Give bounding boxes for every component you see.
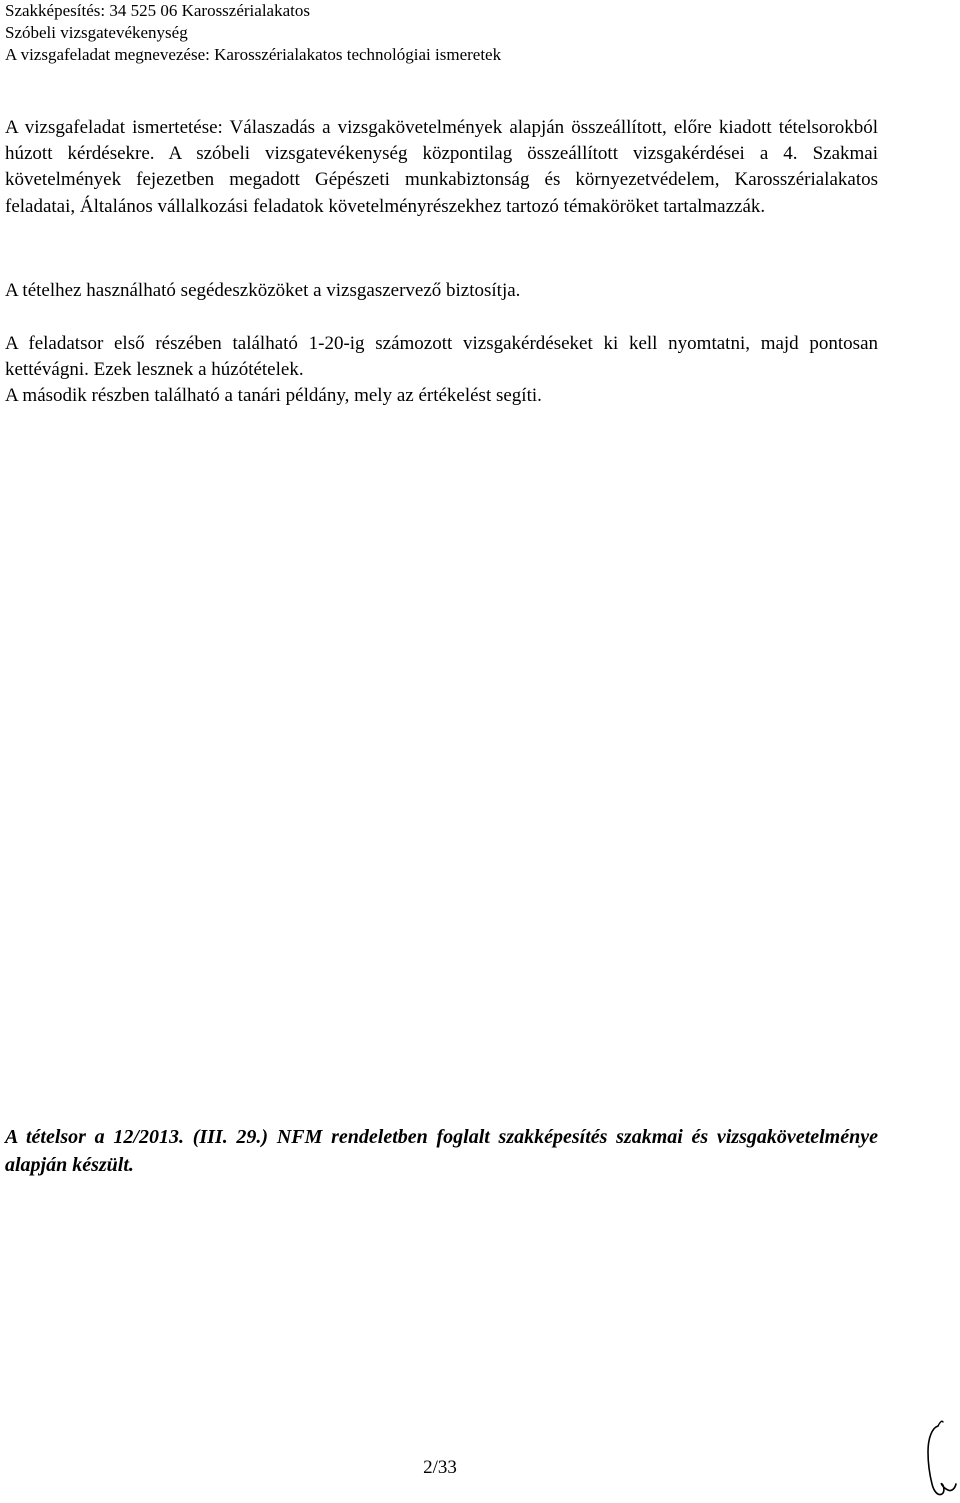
instructions-para-1: A feladatsor első részében található 1-20-ig számozott vizsgakérdéseket ki kell nyomtatni, majd pontosan kettévágni. Ezek lesznek a húzótételek. [5, 333, 878, 381]
signature-mark [918, 1418, 958, 1500]
intro-paragraph [5, 115, 878, 220]
aids-paragraph [5, 278, 878, 304]
regulation-note: A tételsor a 12/2013. (III. 29.) NFM rendeletben foglalt szakképesítés szakmai és vizsgakövetelménye alapján készült. [5, 1126, 878, 1176]
intro-text: A vizsgafeladat ismertetése: Válaszadás a vizsgakövetelmények alapján összeállított, előre kiadott tételsorokból húzott kérdésekre. A szóbeli vizsgatevékenység központilag összeállított vizsgakérdései a 4. Szakmai követelmények fejezetben megadott Gépészeti munkabiztonság és környezetvédelem, Karosszérialakatos feladatai, Általános vállalkozási feladatok követelményrészekhez tartozó témaköröket tartalmazzák. [5, 117, 878, 217]
instructions-para-2: A második részben található a tanári példány, mely az értékelést segíti. [5, 385, 542, 407]
aids-text: A tételhez használható segédeszközöket a vizsgaszervező biztosítja. [5, 280, 521, 301]
instructions-block [5, 331, 878, 410]
page-header [5, 0, 905, 66]
page-number: 2/33 [423, 1457, 457, 1478]
header-activity: Szóbeli vizsgatevékenység [5, 23, 188, 42]
header-task-name: A vizsgafeladat megnevezése: Karosszérialakatos technológiai ismeretek [5, 45, 502, 64]
header-qualification: Szakképesítés: 34 525 06 Karosszérialakatos [5, 1, 310, 20]
